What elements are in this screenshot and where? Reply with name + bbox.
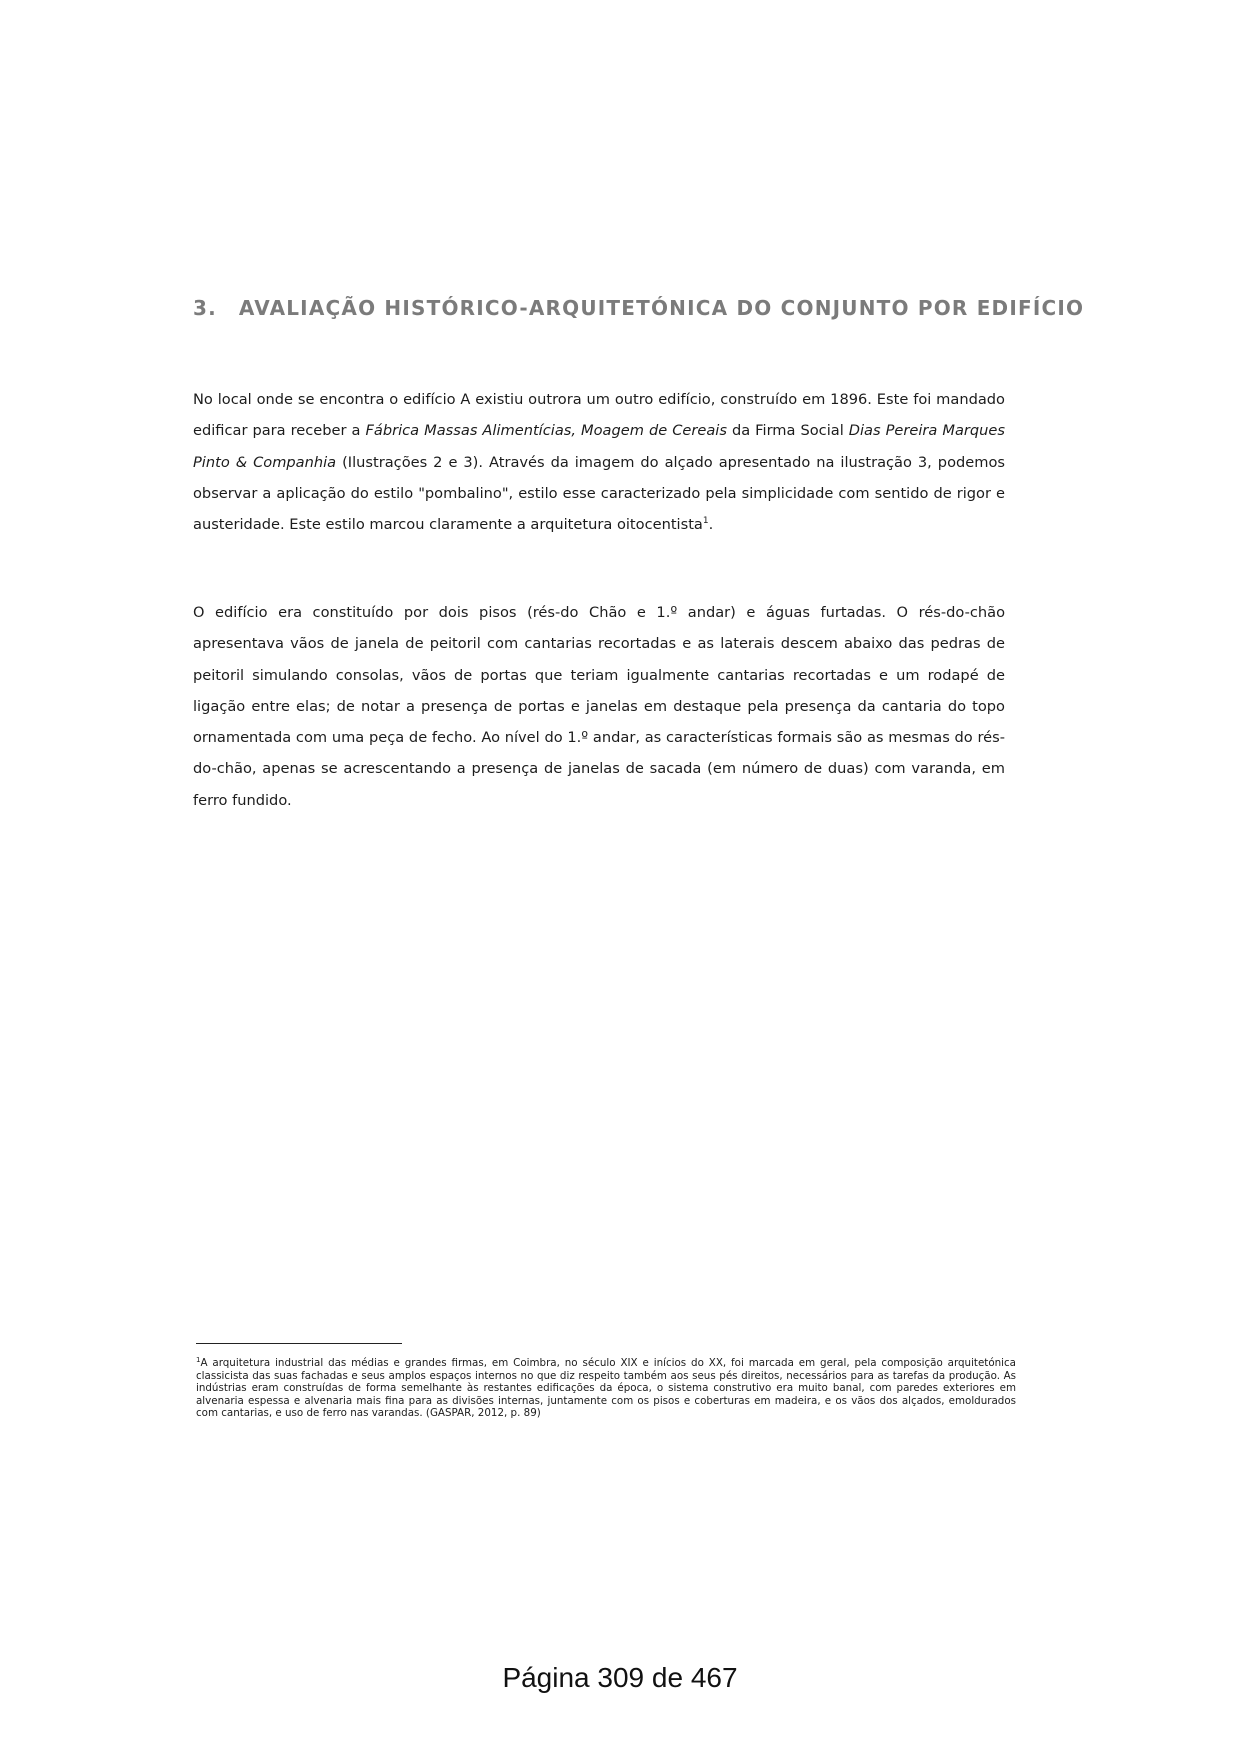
paragraph-1-italic-a: Fábrica Massas Alimentícias, Moagem de Cereais [365,422,727,440]
paragraph-1 [193,384,1005,540]
footnote-separator [196,1343,402,1344]
footnote [196,1357,1016,1420]
section-title: AVALIAÇÃO HISTÓRICO-ARQUITETÓNICA DO CONJUNTO POR EDIFÍCIO [238,296,1085,320]
section-number: 3. [193,296,217,320]
page-number: Página 309 de 467 [502,1662,738,1693]
paragraph-1-text-b: da Firma Social [726,422,849,440]
section-heading [193,296,1085,320]
footnote-marker: 1 [196,1356,201,1364]
paragraph-2: O edifício era constituído por dois pisos (rés-do Chão e 1.º andar) e águas furtadas. O rés-do-chão apresentava vãos de janela de peitoril com cantarias recortadas e as laterais descem abaixo das pedras de peitoril simulando consolas, vãos de portas que teriam igualmente cantarias recortadas e um rodapé de ligação entre elas; de notar a presença de portas e janelas em destaque pela presença da cantaria do topo ornamentada com uma peça de fecho. Ao nível do 1.º andar, as características formais são as mesmas do rés-do-chão, apenas se acrescentando a presença de janelas de sacada (em número de duas) com varanda, em ferro fundido. [193,604,1005,809]
footnote-reference[interactable]: 1 [702,516,709,527]
paragraph-1-italic-b: Dias Pereira Marques Pinto & Companhia [193,422,1006,471]
paragraph-1-text-a: No local onde se encontra o edifício A existiu outrora um outro edifício, construído em 1896. Este foi mandado edificar para receber a [193,391,1005,440]
paragraph-1-text-d: . [708,516,714,534]
footnote-text: A arquitetura industrial das médias e grandes firmas, em Coimbra, no século XIX e inícios do XX, foi marcada em geral, pela composição arquitetónica classicista das suas fachadas e seus amplos espaços internos no que diz respeito também aos seus pés direitos, necessários para as tarefas da produção. As indústrias eram construídas de forma semelhante às restantes edificações da época, o sistema construtivo era muito banal, com paredes exteriores em alvenaria espessa e alvenaria mais fina para as divisões internas, juntamente com os pisos e coberturas em madeira, e os vãos dos alçados, emoldurados com cantarias, e uso de ferro nas varandas. (GASPAR, 2012, p. 89) [196,1357,1016,1420]
paragraph-1-text-c: (Ilustrações 2 e 3). Através da imagem do alçado apresentado na ilustração 3, podemos observar a aplicação do estilo "pombalino", estilo esse caracterizado pela simplicidade com sentido de rigor e austeridade. Este estilo marcou claramente a arquitetura oitocentista [193,453,1005,534]
